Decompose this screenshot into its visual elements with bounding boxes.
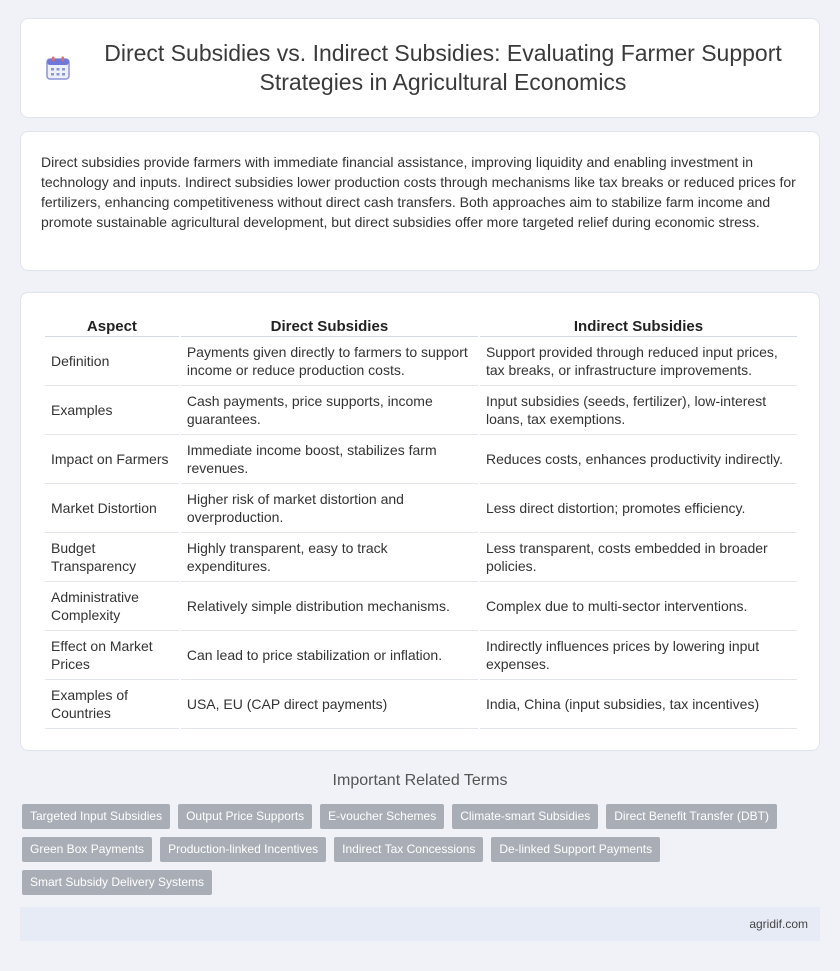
column-header-direct: Direct Subsidies <box>181 313 478 337</box>
table-row <box>45 631 797 680</box>
related-term-tag[interactable]: E-voucher Schemes <box>320 804 444 829</box>
footer-site-link[interactable]: agridif.com <box>749 917 808 931</box>
indirect-cell: Complex due to multi-sector interventions. <box>480 582 797 631</box>
intro-paragraph: Direct subsidies provide farmers with immediate financial assistance, improving liquidity and enabling investment in technology and inputs. Indirect subsidies lower production costs through mechanisms like tax breaks or reduced prices for fertilizers, enhancing competitiveness without direct cash transfers. Both approaches aim to stabilize farm income and promote sustainable agricultural development, but direct subsidies offer more targeted relief during economic stress. <box>41 154 796 230</box>
table-header-row <box>45 313 797 337</box>
indirect-cell: Support provided through reduced input prices, tax breaks, or infrastructure improvements. <box>480 337 797 386</box>
related-term-tag[interactable]: Production-linked Incentives <box>160 837 326 862</box>
aspect-cell: Examples of Countries <box>45 680 179 729</box>
aspect-cell: Impact on Farmers <box>45 435 179 484</box>
direct-cell: Can lead to price stabilization or inflation. <box>181 631 478 680</box>
indirect-cell: Reduces costs, enhances productivity indirectly. <box>480 435 797 484</box>
indirect-cell: Input subsidies (seeds, fertilizer), low-interest loans, tax exemptions. <box>480 386 797 435</box>
direct-cell: Highly transparent, easy to track expenditures. <box>181 533 478 582</box>
calendar-icon <box>45 55 71 81</box>
direct-cell: Relatively simple distribution mechanisms. <box>181 582 478 631</box>
related-term-tag[interactable]: Direct Benefit Transfer (DBT) <box>606 804 777 829</box>
aspect-cell: Examples <box>45 386 179 435</box>
header-card <box>20 18 820 118</box>
indirect-cell: Indirectly influences prices by lowering input expenses. <box>480 631 797 680</box>
related-terms-list <box>22 804 822 895</box>
direct-cell: Cash payments, price supports, income guarantees. <box>181 386 478 435</box>
indirect-cell: Less transparent, costs embedded in broader policies. <box>480 533 797 582</box>
column-header-aspect: Aspect <box>45 313 179 337</box>
related-term-tag[interactable]: Climate-smart Subsidies <box>452 804 598 829</box>
table-row <box>45 386 797 435</box>
related-term-tag[interactable]: Targeted Input Subsidies <box>22 804 170 829</box>
table-row <box>45 435 797 484</box>
related-term-tag[interactable]: De-linked Support Payments <box>491 837 660 862</box>
column-header-indirect: Indirect Subsidies <box>480 313 797 337</box>
intro-card <box>20 131 820 271</box>
aspect-cell: Budget Transparency <box>45 533 179 582</box>
table-row <box>45 680 797 729</box>
related-term-tag[interactable]: Smart Subsidy Delivery Systems <box>22 870 212 895</box>
table-row <box>45 337 797 386</box>
page-title: Direct Subsidies vs. Indirect Subsidies: Evaluating Farmer Support Strategies in Agricultural Economics <box>104 40 782 95</box>
comparison-table-card <box>20 292 820 751</box>
direct-cell: Payments given directly to farmers to support income or reduce production costs. <box>181 337 478 386</box>
aspect-cell: Market Distortion <box>45 484 179 533</box>
related-term-tag[interactable]: Indirect Tax Concessions <box>334 837 483 862</box>
related-terms-heading: Important Related Terms <box>332 772 508 789</box>
table-row <box>45 533 797 582</box>
related-term-tag[interactable]: Green Box Payments <box>22 837 152 862</box>
table-row <box>45 484 797 533</box>
aspect-cell: Effect on Market Prices <box>45 631 179 680</box>
comparison-table <box>43 313 799 729</box>
footer-bar <box>20 907 820 941</box>
indirect-cell: India, China (input subsidies, tax incentives) <box>480 680 797 729</box>
aspect-cell: Definition <box>45 337 179 386</box>
related-term-tag[interactable]: Output Price Supports <box>178 804 312 829</box>
direct-cell: USA, EU (CAP direct payments) <box>181 680 478 729</box>
direct-cell: Higher risk of market distortion and overproduction. <box>181 484 478 533</box>
direct-cell: Immediate income boost, stabilizes farm revenues. <box>181 435 478 484</box>
table-row <box>45 582 797 631</box>
aspect-cell: Administrative Complexity <box>45 582 179 631</box>
indirect-cell: Less direct distortion; promotes efficiency. <box>480 484 797 533</box>
